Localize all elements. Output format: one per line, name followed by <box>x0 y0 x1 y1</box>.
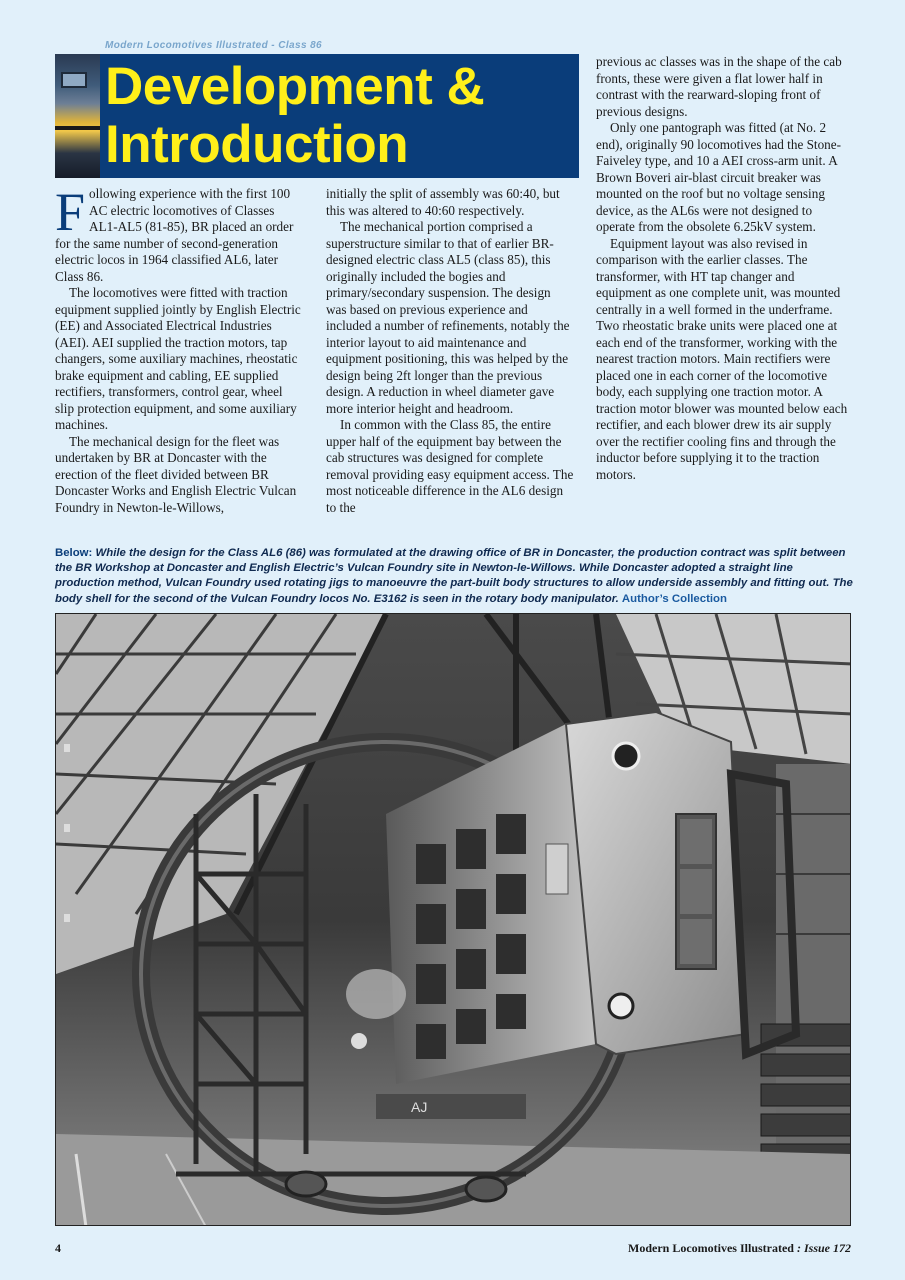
article-column-1 <box>55 182 303 516</box>
page-number: 4 <box>55 1241 61 1255</box>
caption-text: While the design for the Class AL6 (86) was formulated at the drawing office of BR in Doncaster, the production contract was split between the BR Workshop at Doncaster and English Electric’s Vulcan Foundry site in Newton-le-Willows. While Doncaster adopted a straight line production method, Vulcan Foundry used rotating jigs to manoeuvre the part-built body structures to allow underside assembly and fitting out. The body shell for the second of the Vulcan Foundry locos No. E3162 is seen in the rotary body manipulator. <box>55 547 853 605</box>
article-paragraph: The mechanical portion comprised a superstructure similar to that of earlier BR-designed electric class AL5 (class 85), this originally included the bogies and primary/secondary suspension. The design was based on previous experience and included a number of refinements, notably the interior layout to aid maintenance and equipment positioning, this was helped by the design being 2ft longer than the previous design. A reduction in wheel diameter gave more interior height and headroom. <box>326 219 570 416</box>
title-banner <box>55 54 579 178</box>
caption-lead: Below <box>55 547 89 559</box>
article-paragraph: In common with the Class 85, the entire upper half of the equipment bay between the cab structures was designed for complete removal providing easy equipment access. The most noticeable difference in the AL6 design to the <box>326 417 574 515</box>
page-title <box>105 58 484 174</box>
article-column-3 <box>596 54 852 483</box>
photo-illustration <box>56 614 851 1226</box>
paragraph-text: ollowing experience with the first 100 AC electric locomotives of Classes AL1-AL5 (81-85), BR placed an order for the same number of second-generation electric locos in 1964 classified AL6, later Class 86. <box>55 186 294 284</box>
page-title-line1: Development & <box>105 57 485 116</box>
workshop-photo <box>55 613 851 1226</box>
drop-cap: F <box>55 182 86 242</box>
issue-number: : Issue 172 <box>793 1241 851 1255</box>
photo-credit: Author’s Collection <box>621 592 727 605</box>
page-title-line2: Introduction <box>105 115 409 174</box>
footer-publication <box>628 1241 851 1256</box>
article-paragraph: The mechanical design for the fleet was undertaken by BR at Doncaster with the erection of the fleet divided between BR Doncaster Works and English Electric Vulcan Foundry in Newton-le-Willows, <box>55 433 297 515</box>
article-paragraph: The locomotives were fitted with traction equipment supplied jointly by English Electric (EE) and Associated Electrical Industries (AEI). AEI supplied the traction motors, tap changers, some auxiliary machines, rheostatic brake equipment and cabling, EE supplied rectifiers, transformers, control gear, wheel slip protection equipment, and some auxiliary machines. <box>55 285 301 432</box>
article-paragraph <box>55 182 303 285</box>
title-thumbnail-image <box>55 54 100 178</box>
magazine-name: Modern Locomotives Illustrated <box>628 1241 794 1255</box>
article-paragraph: initially the split of assembly was 60:40, but this was altered to 40:60 respectively. <box>326 186 560 218</box>
photo-caption: Below: While the design for the Class AL6 (86) was formulated at the drawing office of BR in Doncaster, the production contract was split between the BR Workshop at Doncaster and English Electric’s Vulcan Foundry site in Newton-le-Willows. While Doncaster adopted a straight line production method, Vulcan Foundry used rotating jigs to manoeuvre the part-built body structures to allow underside assembly and fitting out. The body shell for the second of the Vulcan Foundry locos No. E3162 is seen in the rotary body manipulator. Author’s Collection <box>55 547 853 605</box>
section-kicker: Modern Locomotives Illustrated - Class 86 <box>105 40 323 51</box>
article-paragraph: previous ac classes was in the shape of the cab fronts, these were given a flat lower half in contrast with the rearward-sloping front of previous designs. <box>596 54 842 119</box>
article-column-2 <box>326 186 574 516</box>
article-paragraph: Only one pantograph was fitted (at No. 2 end), originally 90 locomotives had the Stone-Faiveley type, and 10 a AEI cross-arm unit. A Brown Boveri air-blast circuit breaker was mounted on the roof but no voltage sensing device, as the AL6s were not designed to operate from the obsolete 6.25kV system. <box>596 120 842 234</box>
article-paragraph: Equipment layout was also revised in comparison with the earlier classes. The transformer, with HT tap changer and equipment as one complete unit, was mounted centrally in a well formed in the underframe. Two rheostatic brake units were placed one at each end of the transformer, working with the nearest traction motors. Main rectifiers were placed one in each corner of the locomotive body, each supplying one traction motor. A traction motor blower was mounted below each rectifier, and each blower drew its air supply over the rectifier cooling fins and through the inductor before supplying it to the traction motors. <box>596 235 848 482</box>
photo-sign-text: AJ <box>411 1099 428 1115</box>
